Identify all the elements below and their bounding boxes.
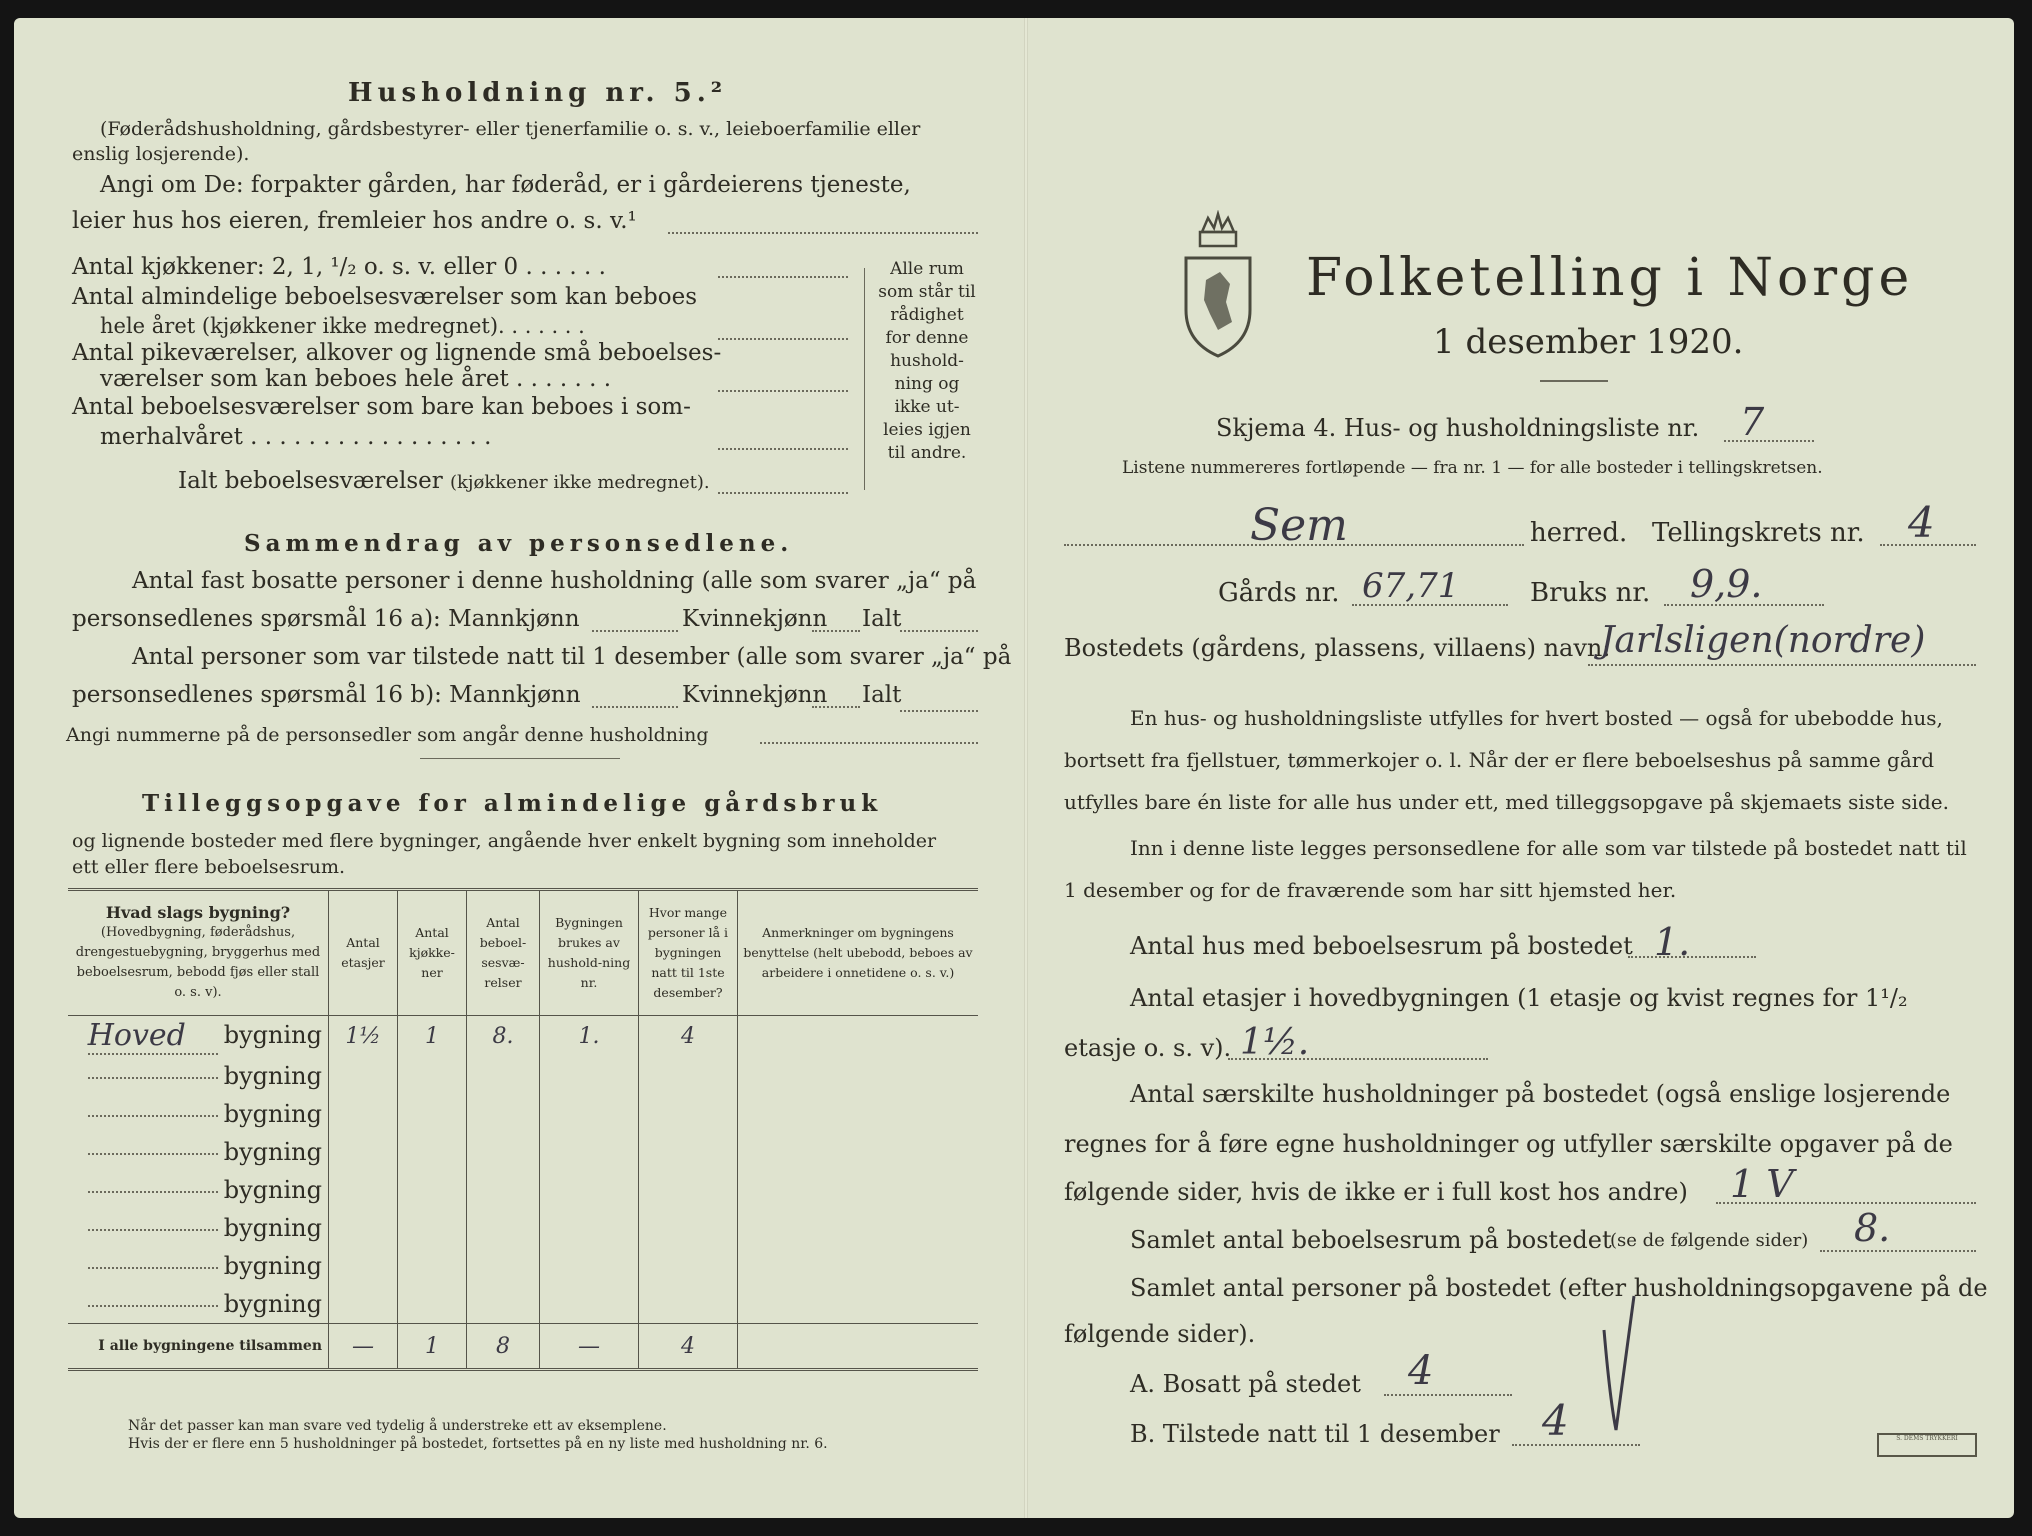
summary-2b: personsedlenes spørsmål 16 b): Mannkjønn bbox=[72, 682, 581, 708]
summary-1-men bbox=[592, 630, 678, 632]
bruks-label: Bruks nr. bbox=[1530, 578, 1651, 608]
summary-1a: Antal fast bosatte personer i denne husholdning (alle som svarer „ja“ på bbox=[132, 568, 977, 594]
ordinary-answer bbox=[718, 338, 848, 340]
hush-answer: 1 V bbox=[1730, 1162, 1794, 1206]
side-note-line: leies igjen bbox=[883, 420, 971, 440]
skjema-nr-line bbox=[1724, 440, 1814, 442]
hush-2: regnes for å føre egne husholdninger og utfyller særskilte opgaver på de bbox=[1064, 1130, 1953, 1158]
header-type: Hvad slags bygning? (Hovedbygning, føderådshus, drengestuebygning, bryggerhus med beboelsesrum, bebodd fjøs eller stall o. s. v). bbox=[68, 890, 329, 1016]
header-brukes: Bygningen brukes av hushold-ning nr. bbox=[540, 890, 639, 1016]
side-note-line: rådighet bbox=[890, 305, 964, 325]
table-row: bygning bbox=[68, 1209, 978, 1247]
summary-title: Sammendrag av personsedlene. bbox=[244, 530, 794, 557]
total-vaerelser: 8 bbox=[467, 1324, 540, 1370]
info-1c: utfylles bare én liste for alle hus under ett, med tilleggsopgave på skjemaets siste side. bbox=[1064, 790, 1949, 814]
ordinary-rooms-1: Antal almindelige beboelsesværelser som kan beboes bbox=[72, 284, 698, 310]
row-label: Hoved bygning bbox=[87, 1018, 322, 1053]
buildings-header bbox=[68, 890, 978, 1016]
side-note-line: til andre. bbox=[887, 443, 967, 463]
norway-coat-of-arms-icon bbox=[1180, 210, 1256, 360]
hus-line bbox=[1628, 956, 1756, 958]
footnote-1: Når det passer kan man svare ved tydelig å understreke ett av eksemplene. bbox=[128, 1418, 667, 1434]
etasjer-answer: 1½. bbox=[1240, 1022, 1310, 1063]
info-1b: bortsett fra fjellstuer, tømmerkojer o. l. Når der er flere beboelseshus på samme gård bbox=[1064, 748, 1935, 772]
header-kjokken: Antal kjøkke-ner bbox=[398, 890, 467, 1016]
herred-label: herred. bbox=[1530, 518, 1628, 548]
table-row bbox=[68, 1016, 978, 1058]
tillegg-line-2: ett eller flere beboelsesrum. bbox=[72, 856, 346, 878]
side-note-line: som står til bbox=[878, 282, 976, 302]
side-note-line: hushold- bbox=[890, 351, 964, 371]
summary-2-women-label: Kvinnekjønn bbox=[682, 682, 828, 708]
census-title: Folketelling i Norge bbox=[1306, 248, 1914, 308]
angi-line-1: Angi om De: forpakter gården, har føderåd, er i gårdeierens tjeneste, bbox=[100, 172, 911, 198]
bosatt-line bbox=[1384, 1394, 1512, 1396]
hus-label: Antal hus med beboelsesrum på bostedet bbox=[1130, 932, 1633, 960]
pers-2: følgende sider). bbox=[1064, 1320, 1256, 1348]
gards-label: Gårds nr. bbox=[1218, 578, 1340, 608]
summary-1-women-label: Kvinnekjønn bbox=[682, 606, 828, 632]
household-title: Husholdning nr. 5.² bbox=[348, 78, 728, 108]
tellingskrets-nr: 4 bbox=[1908, 498, 1935, 547]
table-row: bygning bbox=[68, 1095, 978, 1133]
side-note-line: for denne bbox=[885, 328, 969, 348]
summer-rooms-2: merhalvåret . . . . . . . . . . . . . . . . . bbox=[100, 424, 492, 450]
total-rooms-note: (kjøkkener ikke medregnet). bbox=[450, 472, 710, 493]
maid-rooms-2: værelser som kan beboes hele året . . . . . . . bbox=[100, 366, 612, 392]
title-divider bbox=[1540, 380, 1608, 382]
table-row: bygning bbox=[68, 1133, 978, 1171]
bosatt-label: A. Bosatt på stedet bbox=[1130, 1370, 1361, 1398]
tillegg-line-1: og lignende bosteder med flere bygninger, angående hver enkelt bygning som inneholder bbox=[72, 830, 937, 852]
total-etasjer: — bbox=[329, 1324, 398, 1370]
maid-rooms-1: Antal pikeværelser, alkover og lignende små beboelses- bbox=[72, 340, 722, 366]
row-etasjer: 1½ bbox=[329, 1016, 398, 1058]
summer-answer bbox=[718, 448, 848, 450]
side-note-line: ning og bbox=[894, 374, 960, 394]
kitchens-answer bbox=[718, 276, 848, 278]
summary-2a: Antal personer som var tilstede natt til 1 desember (alle som svarer „ja“ på bbox=[132, 644, 1012, 670]
rum-line bbox=[1820, 1250, 1976, 1252]
summary-1b: personsedlenes spørsmål 16 a): Mannkjønn bbox=[72, 606, 580, 632]
footnote-2: Hvis der er flere enn 5 husholdninger på bostedet, fortsettes på en ny liste med husholdning nr. 6. bbox=[128, 1436, 828, 1452]
row-vaerelser: 8. bbox=[467, 1016, 540, 1058]
header-personer: Hvor mange personer lå i bygningen natt til 1ste desember? bbox=[639, 890, 738, 1016]
census-date: 1 desember 1920. bbox=[1433, 322, 1744, 362]
pers-1: Samlet antal personer på bostedet (efter husholdningsopgavene på de bbox=[1130, 1274, 1988, 1302]
rooms-side-note bbox=[872, 258, 982, 465]
angi-numre-answer bbox=[760, 742, 978, 744]
summary-2-total bbox=[900, 710, 978, 712]
summary-1-women bbox=[812, 630, 860, 632]
checkmark-icon bbox=[1600, 1290, 1640, 1440]
total-answer bbox=[718, 492, 848, 494]
bosted-name: Jarlsligen(nordre) bbox=[1600, 620, 1926, 661]
ordinary-rooms-2: hele året (kjøkkener ikke medregnet). . . . . . . bbox=[100, 314, 585, 338]
row-kjokken: 1 bbox=[398, 1016, 467, 1058]
etasjer-1: Antal etasjer i hovedbygningen (1 etasje og kvist regnes for 1¹/₂ bbox=[1130, 984, 1908, 1012]
summary-1-total-label: Ialt bbox=[862, 606, 902, 632]
rum-label: Samlet antal beboelsesrum på bostedet bbox=[1130, 1226, 1612, 1254]
buildings-table bbox=[68, 888, 978, 1371]
side-note-line: Alle rum bbox=[890, 259, 964, 279]
total-kjokken: 1 bbox=[398, 1324, 467, 1370]
hush-1: Antal særskilte husholdninger på bostedet (også enslige losjerende bbox=[1130, 1080, 1951, 1108]
tilstede-line bbox=[1512, 1444, 1640, 1446]
table-row: bygning bbox=[68, 1247, 978, 1285]
bosatt-answer: 4 bbox=[1408, 1348, 1434, 1394]
row-brukes: 1. bbox=[540, 1016, 639, 1058]
page-fold bbox=[1024, 18, 1028, 1518]
total-brukes: — bbox=[540, 1324, 639, 1370]
table-row: bygning bbox=[68, 1171, 978, 1209]
table-row: bygning bbox=[68, 1057, 978, 1095]
total-personer: 4 bbox=[639, 1324, 738, 1370]
info-2a: Inn i denne liste legges personsedlene for alle som var tilstede på bostedet natt til bbox=[1130, 836, 1967, 860]
header-vaerelser: Antal beboel-sesvæ-relser bbox=[467, 890, 540, 1016]
angi-line-2: leier hus hos eieren, fremleier hos andre o. s. v.¹ bbox=[72, 208, 637, 234]
table-row: bygning bbox=[68, 1285, 978, 1324]
skjema-label: Skjema 4. Hus- og husholdningsliste nr. bbox=[1216, 414, 1700, 442]
tilstede-answer: 4 bbox=[1542, 1396, 1569, 1445]
header-anmerkninger: Anmerkninger om bygningens benyttelse (helt ubebodd, beboes av arbeidere i onnetidene o. s. v.) bbox=[738, 890, 979, 1016]
header-etasjer: Antal etasjer bbox=[329, 890, 398, 1016]
row-personer: 4 bbox=[639, 1016, 738, 1058]
tillegg-title: Tilleggsopgave for almindelige gårdsbruk bbox=[142, 790, 883, 817]
rooms-bracket bbox=[864, 268, 865, 490]
bosted-line bbox=[1588, 664, 1976, 666]
rum-note: (se de følgende sider) bbox=[1610, 1230, 1809, 1251]
summary-1-total bbox=[900, 630, 978, 632]
row-anm bbox=[738, 1016, 979, 1058]
gards-nr: 67,71 bbox=[1362, 566, 1460, 606]
summer-rooms-1: Antal beboelsesværelser som bare kan beboes i som- bbox=[72, 394, 691, 420]
tilstede-label: B. Tilstede natt til 1 desember bbox=[1130, 1420, 1500, 1448]
side-note-line: ikke ut- bbox=[894, 397, 960, 417]
summary-2-total-label: Ialt bbox=[862, 682, 902, 708]
kitchens-label: Antal kjøkkener: 2, 1, ¹/₂ o. s. v. eller 0 . . . . . . bbox=[72, 254, 606, 280]
angi-answer-line bbox=[668, 232, 978, 234]
info-1a: En hus- og husholdningsliste utfylles for hvert bosted — også for ubebodde hus, bbox=[1130, 706, 1943, 730]
divider-1 bbox=[420, 758, 620, 759]
total-rooms-label: Ialt beboelsesværelser bbox=[178, 468, 443, 494]
summary-2-women bbox=[812, 706, 860, 708]
maid-answer bbox=[718, 390, 848, 392]
rum-answer: 8. bbox=[1854, 1206, 1891, 1250]
intro-line-1: (Føderådshusholdning, gårdsbestyrer- eller tjenerfamilie o. s. v., leieboerfamilie eller bbox=[100, 118, 921, 140]
hus-answer: 1. bbox=[1654, 920, 1691, 964]
skjema-nr: 7 bbox=[1740, 400, 1765, 444]
herred-name: Sem bbox=[1250, 500, 1348, 551]
row-hand: Hoved bbox=[88, 1018, 218, 1055]
total-label: I alle bygningene tilsammen bbox=[68, 1324, 329, 1370]
summary-2-men bbox=[592, 706, 678, 708]
bruks-nr: 9,9. bbox=[1690, 562, 1763, 606]
etasjer-2: etasje o. s. v). bbox=[1064, 1034, 1232, 1062]
bosted-label: Bostedets (gårdens, plassens, villaens) navn: bbox=[1064, 634, 1611, 662]
angi-numre-label: Angi nummerne på de personsedler som angår denne husholdning bbox=[66, 724, 709, 746]
hush-3: følgende sider, hvis de ikke er i full kost hos andre) bbox=[1064, 1178, 1688, 1206]
printer-stamp: S. DEMS TRYKKERI bbox=[1877, 1433, 1977, 1457]
intro-line-2: enslig losjerende). bbox=[72, 143, 250, 165]
table-total-row bbox=[68, 1324, 978, 1370]
listene-note: Listene nummereres fortløpende — fra nr. 1 — for alle bosteder i tellingskretsen. bbox=[1122, 458, 1823, 478]
info-2b: 1 desember og for de fraværende som har sitt hjemsted her. bbox=[1064, 878, 1677, 902]
tellingskrets-label: Tellingskrets nr. bbox=[1652, 518, 1865, 548]
